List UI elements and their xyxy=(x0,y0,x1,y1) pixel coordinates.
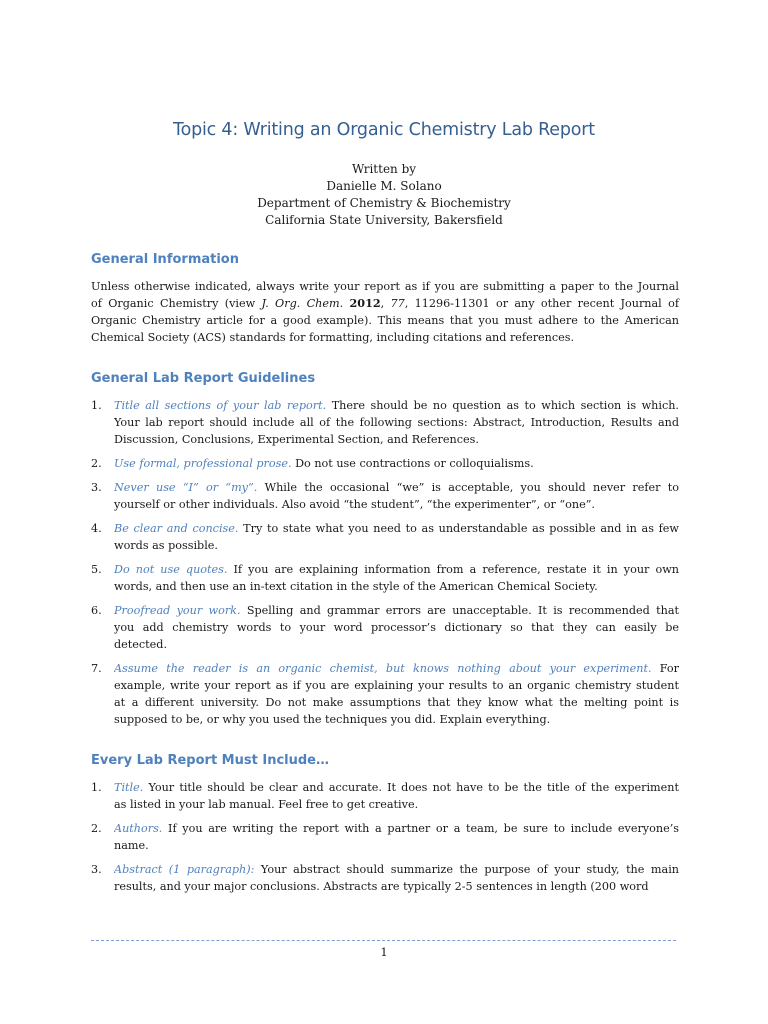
list-item-lead: Be clear and concise. xyxy=(114,522,239,535)
list-item-first-line xyxy=(114,397,679,414)
list-item-line: Your lab report should include all of the following sections: Abstract, Introduction, Results and xyxy=(114,416,679,429)
list-item-line: supposed to be, or why you used the techniques you did. Explain everything. xyxy=(114,713,551,726)
list-item-line: you add chemistry words to your word processor’s dictionary so that they can easily be xyxy=(114,621,679,634)
written-by-label: Written by xyxy=(351,162,417,176)
list-item-first-line xyxy=(114,660,679,677)
list-item-number: 4. xyxy=(91,522,102,535)
paragraph-line-citation: of Organic Chemistry (view J. Org. Chem. 2012, 77, 11296-11301 or any other recent Journal of xyxy=(91,296,679,310)
list-item-first-line xyxy=(114,779,679,796)
list-item-first-line xyxy=(114,520,679,537)
list-item-first-line xyxy=(114,820,679,837)
list-item-text: Spelling and grammar errors are unacceptable. It is recommended that xyxy=(240,604,679,617)
list-item-line: results, and your major conclusions. Abstracts are typically 2-5 sentences in length (200 word xyxy=(114,880,649,893)
page-number: 1 xyxy=(380,945,388,959)
document-title: Topic 4: Writing an Organic Chemistry Lab Report xyxy=(173,120,595,140)
section-heading-must-include: Every Lab Report Must Include… xyxy=(91,753,329,768)
list-item-line: example, write your report as if you are explaining your results to an organic chemistry student xyxy=(114,679,679,692)
list-item-body xyxy=(114,479,679,513)
list-item-line: name. xyxy=(114,839,149,852)
list-item-number: 1. xyxy=(91,399,102,412)
byline xyxy=(0,161,768,229)
list-item-first-line xyxy=(114,602,679,619)
list-item-line: yourself or other individuals. Also avoid “the student”, “the experimenter”, or “one”. xyxy=(114,498,595,511)
list-item-first-line xyxy=(114,479,679,496)
list-item-text: Your abstract should summarize the purpose of your study, the main xyxy=(254,863,679,876)
section-heading-general-information: General Information xyxy=(91,252,239,267)
list-item-number: 5. xyxy=(91,563,102,576)
list-item-lead: Assume the reader is an organic chemist, but knows nothing about your experiment. xyxy=(114,662,652,675)
list-item-body xyxy=(114,397,679,448)
list-item-lead: Title. xyxy=(114,781,144,794)
list-item-line: words as possible. xyxy=(114,539,218,552)
list-item-lead: Authors. xyxy=(114,822,163,835)
list-item-first-line xyxy=(114,455,679,472)
list-item-number: 2. xyxy=(91,457,102,470)
list-item-text: For xyxy=(651,662,679,675)
list-item-body xyxy=(114,660,679,728)
list-item-lead: Use formal, professional prose. xyxy=(114,457,292,470)
list-item-lead: Never use “I” or “my”. xyxy=(114,481,258,494)
list-item-line: at a different university. Do not make assumptions that they know what the melting point is xyxy=(114,696,679,709)
list-item-number: 3. xyxy=(91,481,102,494)
section-heading-guidelines: General Lab Report Guidelines xyxy=(91,371,316,386)
list-item-line: Discussion, Conclusions, Experimental Section, and References. xyxy=(114,433,479,446)
list-item-line: detected. xyxy=(114,638,167,651)
paragraph-line: Organic Chemistry article for a good example). This means that you must adhere to the American xyxy=(91,314,679,327)
list-item-body xyxy=(114,779,679,813)
list-item-body xyxy=(114,602,679,653)
list-item-line: as listed in your lab manual. Feel free to get creative. xyxy=(114,798,419,811)
list-item-text: If you are writing the report with a partner or a team, be sure to include everyone’s xyxy=(162,822,679,835)
list-item-text: There should be no question as to which section is which. xyxy=(326,399,679,412)
list-item-first-line xyxy=(114,861,679,878)
list-item-number: 6. xyxy=(91,604,102,617)
list-item-body xyxy=(114,820,679,854)
list-item-body xyxy=(114,520,679,554)
list-item-number: 3. xyxy=(91,863,102,876)
author-name: Danielle M. Solano xyxy=(326,179,442,193)
citation-year: 2012 xyxy=(349,296,381,310)
list-item-text: If you are explaining information from a reference, restate it in your own xyxy=(227,563,679,576)
list-item-line: words, and then use an in-text citation in the style of the American Chemical Society. xyxy=(114,580,598,593)
list-item-body xyxy=(114,861,679,895)
list-item-lead: Abstract (1 paragraph): xyxy=(114,863,255,876)
list-item-number: 1. xyxy=(91,781,102,794)
paragraph-line: Unless otherwise indicated, always write your report as if you are submitting a paper to the Journal xyxy=(91,280,679,293)
list-item-number: 2. xyxy=(91,822,102,835)
journal-abbrev: J. Org. Chem. xyxy=(261,297,344,310)
university-name: California State University, Bakersfield xyxy=(265,213,503,227)
list-item-text: While the occasional “we” is acceptable, you should never refer to xyxy=(257,481,679,494)
list-item-lead: Title all sections of your lab report. xyxy=(114,399,327,412)
department-name: Department of Chemistry & Biochemistry xyxy=(257,196,511,210)
citation-volume: 77 xyxy=(390,297,405,310)
list-item-lead: Proofread your work. xyxy=(114,604,241,617)
list-item-first-line xyxy=(114,561,679,578)
footer-rule xyxy=(91,940,676,941)
paragraph-line: Chemical Society (ACS) standards for formatting, including citations and references. xyxy=(91,331,575,344)
list-item-body xyxy=(114,561,679,595)
list-item-text: Do not use contractions or colloquialisms. xyxy=(291,457,534,470)
list-item-lead: Do not use quotes. xyxy=(114,563,228,576)
general-information-paragraph xyxy=(91,278,679,346)
list-item-text: Try to state what you need to as understandable as possible and in as few xyxy=(238,522,679,535)
list-item-number: 7. xyxy=(91,662,102,675)
list-item-body xyxy=(114,455,679,472)
list-item-text: Your title should be clear and accurate. It does not have to be the title of the experiment xyxy=(143,781,679,794)
